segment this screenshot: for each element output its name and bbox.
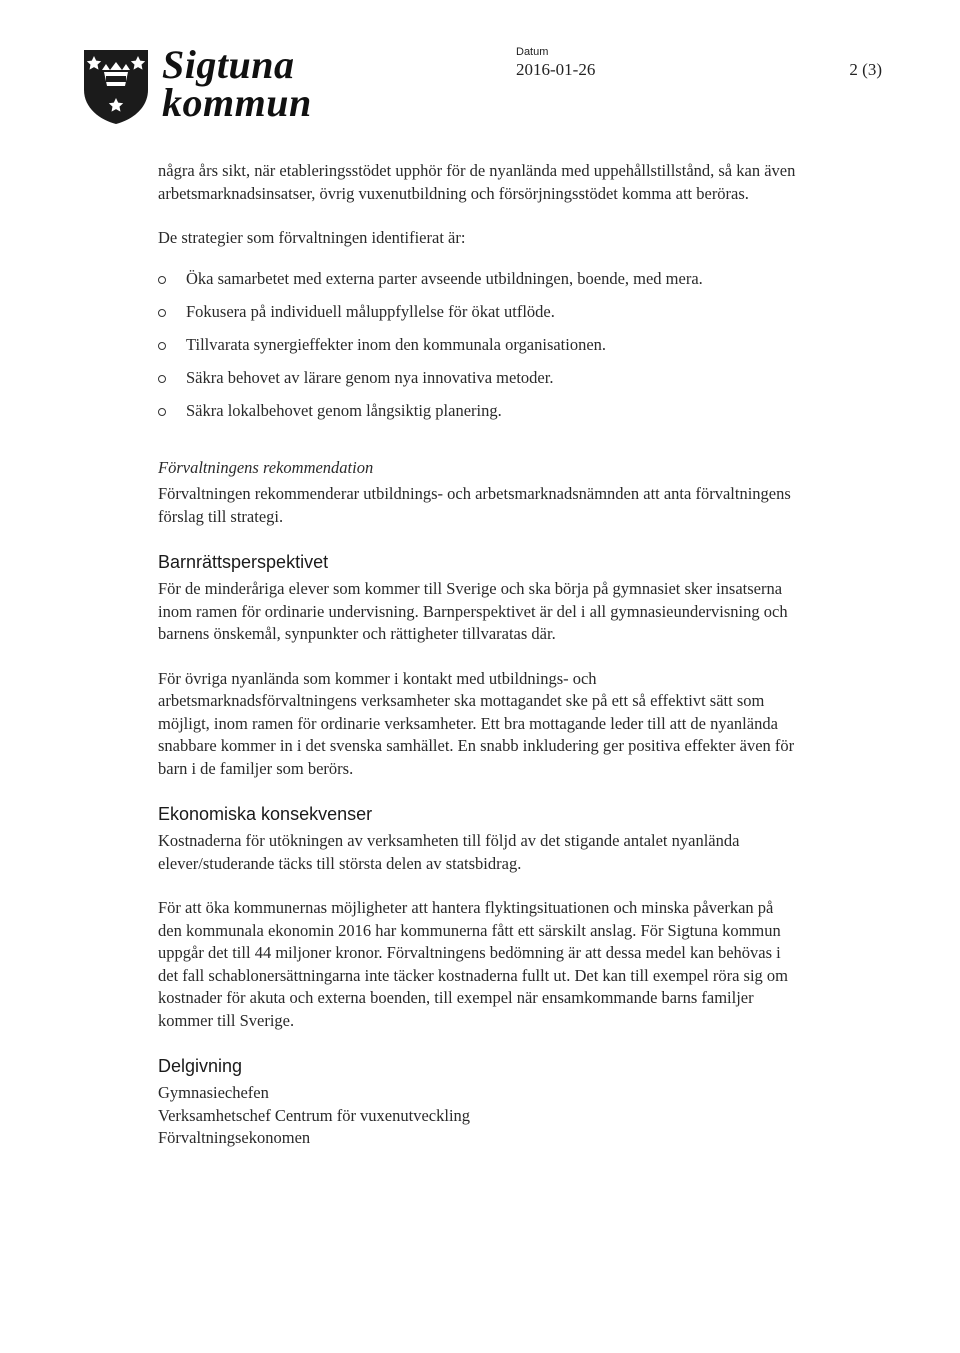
economics-heading: Ekonomiska konsekvenser — [158, 804, 373, 824]
recommendation-heading: Förvaltningens rekommendation — [158, 457, 374, 477]
strategy-text: Öka samarbetet med externa parter avseende utbildningen, boende, med mera. — [186, 268, 703, 288]
recipient: Förvaltningsekonomen — [158, 1128, 311, 1147]
bullet-icon — [158, 375, 166, 383]
list-item — [158, 268, 798, 301]
strategy-text: Säkra lokalbehovet genom långsiktig planering. — [186, 400, 502, 420]
child-rights-heading: Barnrättsperspektivet — [158, 552, 329, 572]
logo-line-2: kommun — [162, 80, 312, 125]
date-value: 2016-01-26 — [516, 60, 596, 79]
list-item — [158, 301, 798, 334]
economics-section — [158, 802, 798, 1032]
bullet-icon — [158, 276, 166, 284]
child-rights-paragraph-1: För de minderåriga elever som kommer till Sverige och ska börja på gymnasiet sker insatserna inom ramen för ordinarie undervisning. Barnperspektivet är del i all gymnasieundervisning och barnens önskemål, synpunkter och rättigheter tillvaratas där. — [158, 579, 788, 643]
strategy-text: Säkra behovet av lärare genom nya innovativa metoder. — [186, 367, 554, 387]
strategy-list — [158, 268, 798, 433]
crest-icon — [80, 46, 152, 126]
strategy-text: Tillvarata synergieffekter inom den kommunala organisationen. — [186, 334, 607, 354]
economics-paragraph-1: Kostnaderna för utökningen av verksamheten till följd av det stigande antalet nyanlända elever/studerande täcks till största delen av statsbidrag. — [158, 831, 740, 873]
logo-line-1: Sigtuna — [162, 42, 295, 87]
strategy-text: Fokusera på individuell måluppfyllelse för ökat utflöde. — [186, 301, 555, 321]
date-label: Datum — [516, 46, 549, 58]
child-rights-section — [158, 550, 798, 780]
bullet-icon — [158, 408, 166, 416]
distribution-heading: Delgivning — [158, 1056, 243, 1076]
list-item — [158, 400, 798, 433]
recommendation-section — [158, 457, 798, 529]
recommendation-text: Förvaltningen rekommenderar utbildnings- och arbetsmarknadsnämnden att anta förvaltningens förslag till strategi. — [158, 484, 791, 526]
list-item — [158, 334, 798, 367]
intro-paragraph: några års sikt, när etableringsstödet upphör för de nyanlända med uppehållstillstånd, så kan även arbetsmarknadsinsatser, övrig vuxenutbildning och försörjningsstödet komma att beröras. — [158, 161, 796, 203]
bullet-icon — [158, 342, 166, 350]
list-item — [158, 367, 798, 400]
distribution-section — [158, 1054, 798, 1150]
recipient: Verksamhetschef Centrum för vuxenutveckling — [158, 1105, 471, 1125]
page-number: 2 (3) — [849, 60, 882, 79]
bullet-icon — [158, 309, 166, 317]
municipality-logo — [80, 42, 330, 126]
strategies-intro: De strategier som förvaltningen identifierat är: — [158, 228, 466, 247]
economics-paragraph-2: För att öka kommunernas möjligheter att hantera flyktingsituationen och minska påverkan på den kommunala ekonomin 2016 har kommunerna fått ett särskilt anslag. För Sigtuna kommun uppgår det till 44 miljoner kronor. Förvaltningens bedömning är att dessa medel kan behövas i det fall schablonersättningarna inte täcker kostnaderna fullt ut. Det kan till exempel röra sig om kostnader för akuta och externa boenden, till exempel när ensamkommande barns familjer kommer till Sverige. — [158, 898, 788, 1030]
document-body — [158, 160, 798, 1150]
child-rights-paragraph-2: För övriga nyanlända som kommer i kontakt med utbildnings- och arbetsmarknadsförvaltningens verksamheter ska mottagandet ske på ett så effektivt sätt som möjligt, inom ramen för ordinarie verksamheter. Ett bra mottagande leder till att de nyanlända snabbare kommer in i det svenska samhället. En snabb inkludering ger positiva effekter även för barn i de familjer som berörs. — [158, 668, 795, 778]
recipient: Gymnasiechefen — [158, 1083, 269, 1102]
logo-wordmark — [162, 42, 312, 125]
